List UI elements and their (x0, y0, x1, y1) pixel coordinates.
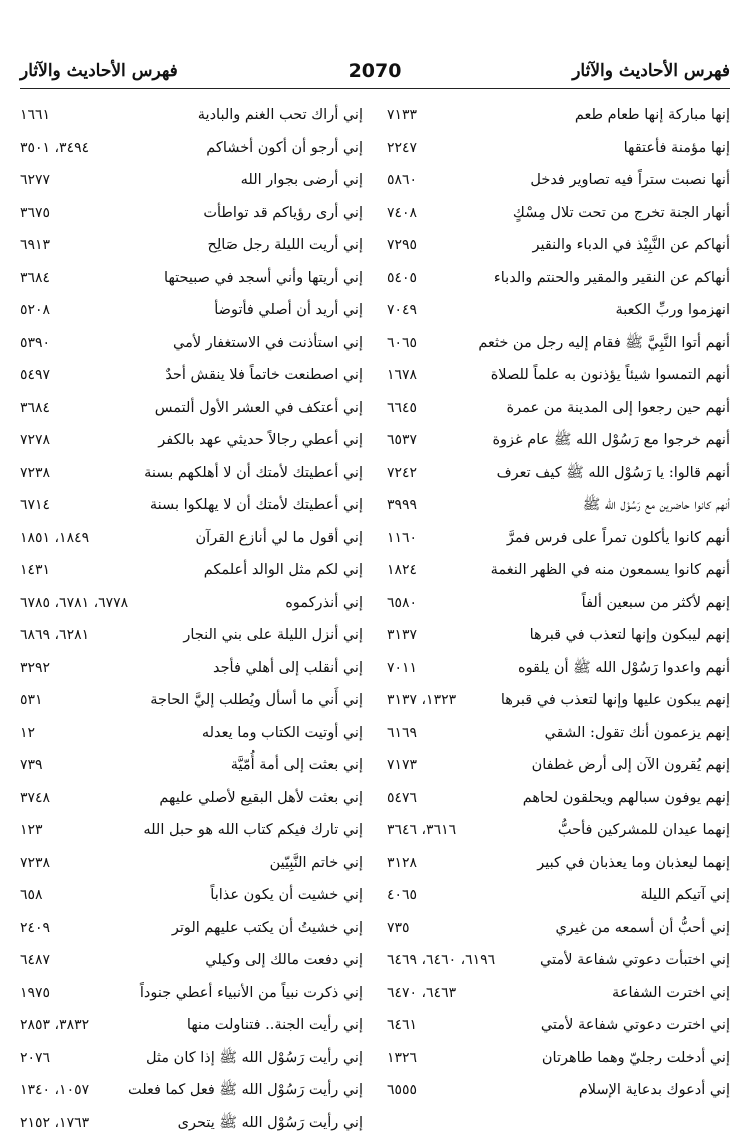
index-entry (387, 883, 730, 916)
entry-text: إني أراك تحب الغنم والبادية (198, 103, 363, 127)
entry-refs: ١٠٥٧، ١٣٤٠ (20, 1078, 103, 1102)
entry-refs: ٥٤٠٥ (387, 266, 431, 290)
header-rule (20, 88, 730, 89)
entry-text: أنها نصبت ستراً فيه تصاوير فدخل (530, 168, 730, 192)
index-entry (387, 1078, 730, 1111)
entry-refs: ٧٠١١ (387, 656, 431, 680)
entry-text: إنها مؤمنة فأعتقها (624, 136, 730, 160)
entry-text: إني أريت الليلة رجل صَالِح (207, 233, 363, 257)
entry-refs: ٦٤٦١ (387, 1013, 431, 1037)
entry-text: إني ذكرت نبياً من الأنبياء أعطي جنوداً (140, 981, 363, 1005)
entry-refs: ٢٠٧٦ (20, 1046, 64, 1070)
index-entry (387, 721, 730, 754)
entry-text: إني أعطي رجالاً حديثي عهد بالكفر (158, 428, 363, 452)
entry-text: إني أعطيتك لأمتك أن لا أهلكهم بسنة (144, 461, 363, 485)
index-entry (20, 883, 363, 916)
entry-text: إنهم يُقرون الآن إلى أرض غطفان (532, 753, 730, 777)
entry-refs: ٣٦٨٤ (20, 266, 64, 290)
index-column-left (20, 103, 363, 1143)
index-entry (20, 656, 363, 689)
entry-text: إني دفعت مالك إلى وكيلي (205, 948, 363, 972)
entry-refs: ١٤٣١ (20, 558, 64, 582)
entry-text: إني أنزل الليلة على بني النجار (183, 623, 363, 647)
index-entry (20, 298, 363, 331)
entry-refs: ٧٢٣٨ (20, 851, 64, 875)
entry-refs: ٧٠٤٩ (387, 298, 431, 322)
entry-refs: ١٣٢٣، ٣١٣٧ (387, 688, 470, 712)
entry-text: إني أقول ما لي أنازع القرآن (196, 526, 363, 550)
index-entry (20, 1046, 363, 1079)
entry-refs: ١٣٢٦ (387, 1046, 431, 1070)
entry-text: إني أوتيت الكتاب وما يعدله (202, 721, 363, 745)
entry-refs: ٦٦٤٥ (387, 396, 431, 420)
entry-refs: ٥٤٧٦ (387, 786, 431, 810)
entry-refs: ١٧٦٣، ٢١٥٢ (20, 1111, 103, 1135)
index-entry (387, 103, 730, 136)
entry-refs: ٦٥٨٠ (387, 591, 431, 615)
entry-refs: ١٨٢٤ (387, 558, 431, 582)
entry-refs: ٦٥٣٧ (387, 428, 431, 452)
index-entry (387, 493, 730, 526)
entry-text: إني خاتم النَّبِيّين (270, 851, 363, 875)
entry-text: إني بعثت إلى أمة أُمّيَّة (231, 753, 363, 777)
index-entry (20, 461, 363, 494)
entry-refs: ٦٩١٣ (20, 233, 64, 257)
index-entry (20, 851, 363, 884)
index-entry (20, 103, 363, 136)
entry-text: أنهاكم عن النقير والمقير والحنتم والدباء (494, 266, 730, 290)
entry-refs: ١١٦٠ (387, 526, 431, 550)
entry-text: إني أدخلت رجليّ وهما طاهرتان (542, 1046, 730, 1070)
index-entry (387, 851, 730, 884)
entry-refs: ٣٢٩٢ (20, 656, 64, 680)
entry-text: إني أرضى بجوار الله (241, 168, 363, 192)
entry-refs: ٥٢٠٨ (20, 298, 64, 322)
entry-refs: ٣٧٤٨ (20, 786, 64, 810)
entry-refs: ٦٠٦٥ (387, 331, 431, 355)
index-entry (387, 1046, 730, 1079)
entry-text: إنها مباركة إنها طعام طعم (575, 103, 730, 127)
entry-text: إني اختبأت دعوتي شفاعة لأمتي (540, 948, 730, 972)
index-entry (20, 493, 363, 526)
entry-refs: ٧٤٠٨ (387, 201, 431, 225)
entry-refs: ٦٤٦٣، ٦٤٧٠ (387, 981, 470, 1005)
index-entry (387, 233, 730, 266)
index-entry (20, 818, 363, 851)
index-entry (387, 818, 730, 851)
index-entry (20, 233, 363, 266)
entry-text: إنهما عيدان للمشركين فأحبُّ (558, 818, 730, 842)
entry-refs: ٦٥٨ (20, 883, 57, 907)
entry-refs: ٦٥٥٥ (387, 1078, 431, 1102)
index-entry (387, 1013, 730, 1046)
entry-text: أنهار الجنة تخرج من تحت تلال مِسْكٍ (513, 201, 730, 225)
entry-refs: ١٦٦١ (20, 103, 64, 127)
index-entry (20, 266, 363, 299)
index-entry (20, 786, 363, 819)
entry-text: إني رأيت الجنة.. فتناولت منها (187, 1013, 363, 1037)
index-entry (387, 916, 730, 949)
index-entry (20, 363, 363, 396)
entry-text: إنهم يبكون عليها وإنها لتعذب في قبرها (501, 688, 730, 712)
index-entry (387, 363, 730, 396)
entry-refs: ٣١٣٧ (387, 623, 431, 647)
entry-text: إنهم يوفون سبالهم ويحلقون لحاهم (523, 786, 730, 810)
entry-text: إني أرى رؤياكم قد تواطأت (203, 201, 363, 225)
entry-refs: ١٢٣ (20, 818, 57, 842)
entry-text: أنهاكم عن النَّبِيْذ في الدباء والنقير (532, 233, 730, 257)
index-entry (20, 558, 363, 591)
entry-text: أنهم واعدوا رَسُوْل الله ﷺ أن يلقوه (518, 656, 730, 680)
entry-refs: ٤٠٦٥ (387, 883, 431, 907)
entry-text: إني استأذنت في الاستغفار لأمي (173, 331, 363, 355)
index-entry (387, 786, 730, 819)
index-entry (387, 623, 730, 656)
entry-text: إني رأيت رَسُوْل الله ﷺ إذا كان مثل (146, 1046, 363, 1070)
index-entry (387, 558, 730, 591)
index-entry (387, 331, 730, 364)
index-entry (20, 1078, 363, 1111)
index-entry (387, 688, 730, 721)
entry-refs: ١٦٧٨ (387, 363, 431, 387)
index-entry (20, 1111, 363, 1143)
entry-refs: ٥٨٦٠ (387, 168, 431, 192)
index-entry (20, 331, 363, 364)
entry-text: إني أحبُّ أن أسمعه من غيري (555, 916, 730, 940)
index-entry (387, 428, 730, 461)
entry-refs: ٧١٣٣ (387, 103, 431, 127)
entry-refs: ٣٦٧٥ (20, 201, 64, 225)
entry-refs: ٣١٢٨ (387, 851, 431, 875)
entry-refs: ٦٢٨١، ٦٨٦٩ (20, 623, 103, 647)
entry-refs: ٥٤٩٧ (20, 363, 64, 387)
entry-refs: ٧٣٥ (387, 916, 424, 940)
entry-refs: ٧٢٤٢ (387, 461, 431, 485)
entry-refs: ٦١٩٦، ٦٤٦٠، ٦٤٦٩ (387, 948, 509, 972)
index-entry (387, 591, 730, 624)
entry-refs: ٧٢٩٥ (387, 233, 431, 257)
running-title-left: فهرس الأحاديث والآثار (20, 61, 178, 81)
index-columns (20, 103, 730, 1143)
entry-refs: ٥٣١ (20, 688, 57, 712)
entry-text: إني أنذركموه (285, 591, 363, 615)
index-entry (20, 136, 363, 169)
index-entry (20, 428, 363, 461)
page-header (20, 56, 730, 86)
entry-refs: ١٨٤٩، ١٨٥١ (20, 526, 103, 550)
entry-text: إني خشيت أن يكون عذاباً (210, 883, 363, 907)
entry-refs: ٣٦١٦، ٣٦٤٦ (387, 818, 470, 842)
entry-text: إني أنقلب إلى أهلي فأجد (213, 656, 363, 680)
entry-refs: ٢٤٠٩ (20, 916, 64, 940)
index-entry (387, 461, 730, 494)
entry-text: إنهم لأكثر من سبعين ألفاً (582, 591, 730, 615)
entry-text: إني بعثت لأهل البقيع لأصلي عليهم (159, 786, 363, 810)
index-entry (20, 623, 363, 656)
entry-text: إني تارك فيكم كتاب الله هو حبل الله (143, 818, 363, 842)
entry-refs: ٥٣٩٠ (20, 331, 64, 355)
entry-refs: ٧٣٩ (20, 753, 57, 777)
index-entry (387, 948, 730, 981)
entry-refs: ٣٩٩٩ (387, 493, 431, 517)
index-entry (20, 591, 363, 624)
entry-refs: ٦١٦٩ (387, 721, 431, 745)
index-entry (387, 753, 730, 786)
entry-text: إني آتيكم الليلة (640, 883, 730, 907)
entry-refs: ١٩٧٥ (20, 981, 64, 1005)
entry-refs: ٢٢٤٧ (387, 136, 431, 160)
index-column-right (387, 103, 730, 1143)
entry-text: إني أعتكف في العشر الأول ألتمس (155, 396, 363, 420)
entry-text: إني أريتها وأني أسجد في صبيحتها (164, 266, 363, 290)
entry-text: أنهم حين رجعوا إلى المدينة من عمرة (506, 396, 730, 420)
running-title-right: فهرس الأحاديث والآثار (572, 61, 730, 81)
entry-text: إني أريد أن أصلي فأتوضأ (214, 298, 363, 322)
entry-text: إني اخترت دعوتي شفاعة لأمتي (541, 1013, 730, 1037)
entry-text: أنهم أتوا النَّبِيَّ ﷺ فقام إليه رجل من خثعم (478, 331, 730, 355)
index-entry (20, 916, 363, 949)
index-entry (20, 688, 363, 721)
index-entry (387, 136, 730, 169)
index-entry (387, 168, 730, 201)
entry-text: إني أرجو أن أكون أخشاكم (206, 136, 363, 160)
index-entry (387, 201, 730, 234)
entry-refs: ٦٤٨٧ (20, 948, 64, 972)
index-entry (20, 981, 363, 1014)
entry-text: إني أدعوك بدعاية الإسلام (579, 1078, 730, 1102)
entry-text: إنهما ليعذبان وما يعذبان في كبير (537, 851, 730, 875)
index-entry (20, 168, 363, 201)
index-entry (387, 266, 730, 299)
index-entry (387, 656, 730, 689)
entry-refs: ٦٧٧٨، ٦٧٨١، ٦٧٨٥ (20, 591, 142, 615)
entry-text: أنهم قالوا: يا رَسُوْل الله ﷺ كيف تعرف (497, 461, 730, 485)
entry-text: إني رأيت رَسُوْل الله ﷺ يتحرى (178, 1111, 363, 1135)
entry-text: إنهم يزعمون أنك تقول: الشقي (545, 721, 730, 745)
index-entry (20, 753, 363, 786)
index-entry (20, 201, 363, 234)
entry-text: انهزموا وربِّ الكعبة (615, 298, 730, 322)
entry-text: إني أعطيتك لأمتك أن لا يهلكوا بسنة (150, 493, 363, 517)
index-entry (387, 298, 730, 331)
entry-refs: ٦٧١٤ (20, 493, 64, 517)
entry-refs: ٣٦٨٤ (20, 396, 64, 420)
index-entry (20, 1013, 363, 1046)
index-entry (20, 526, 363, 559)
entry-refs: ٧٢٧٨ (20, 428, 64, 452)
page-number: 2070 (349, 60, 402, 82)
entry-text: أنهم كانوا يأكلون تمراً على فرس فمرَّ (507, 526, 730, 550)
entry-text: إني لكم مثل الوالد أعلمكم (204, 558, 363, 582)
entry-text: أنهم التمسوا شيئاً يؤذنون به علماً للصلاة (491, 363, 730, 387)
entry-text: إني رأيت رَسُوْل الله ﷺ فعل كما فعلت (128, 1078, 363, 1102)
index-entry (20, 721, 363, 754)
entry-refs: ٦٢٧٧ (20, 168, 64, 192)
entry-refs: ٣٨٣٢، ٢٨٥٣ (20, 1013, 103, 1037)
entry-refs: ١٢ (20, 721, 49, 745)
entry-text: أنهم خرجوا مع رَسُوْل الله ﷺ عام غزوة (492, 428, 730, 452)
index-entry (20, 948, 363, 981)
entry-text: إنهم ليبكون وإنها لتعذب في قبرها (530, 623, 730, 647)
index-entry (387, 526, 730, 559)
entry-text: إني أَني ما أسأل ويُطلب إليَّ الحاجة (150, 688, 363, 712)
entry-text: أنهم كانوا حاضرين مع رَسُوْل الله ﷺ (583, 493, 730, 517)
index-entry (387, 981, 730, 1014)
entry-refs: ٧٢٣٨ (20, 461, 64, 485)
entry-text: إني اصطنعت خاتماً فلا ينقش أحدٌ (165, 363, 363, 387)
entry-refs: ٣٤٩٤، ٣٥٠١ (20, 136, 103, 160)
index-entry (20, 396, 363, 429)
entry-refs: ٧١٧٣ (387, 753, 431, 777)
entry-text: أنهم كانوا يسمعون منه في الظهر النغمة (491, 558, 730, 582)
entry-text: إني خشيتُ أن يكتب عليهم الوتر (172, 916, 363, 940)
index-entry (387, 396, 730, 429)
entry-text: إني اخترت الشفاعة (612, 981, 730, 1005)
